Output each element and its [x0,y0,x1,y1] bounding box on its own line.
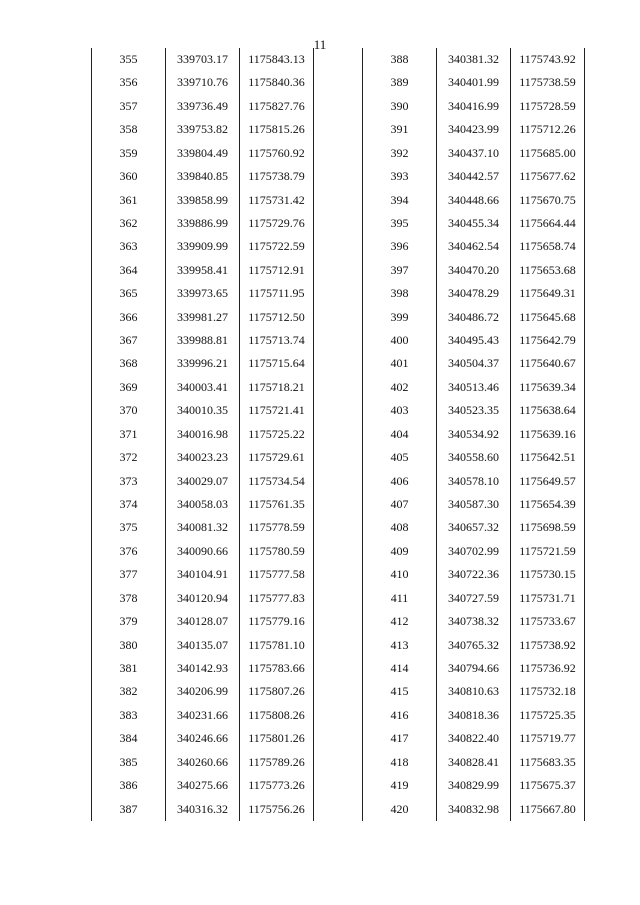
x-coordinate-cell: 340016.98 [166,423,240,446]
point-id-cell: 390 [363,95,437,118]
y-coordinate-cell: 1175649.57 [511,470,585,493]
table-row [92,329,314,352]
y-coordinate-cell: 1175779.16 [240,610,314,633]
y-coordinate-cell: 1175721.41 [240,399,314,422]
y-coordinate-cell: 1175731.42 [240,189,314,212]
point-id-cell: 409 [363,540,437,563]
x-coordinate-cell: 340727.59 [437,587,511,610]
table-row [92,587,314,610]
table-row [363,259,585,282]
table-row [363,165,585,188]
x-coordinate-cell: 340401.99 [437,71,511,94]
table-row [363,610,585,633]
point-id-cell: 356 [92,71,166,94]
table-row [92,259,314,282]
y-coordinate-cell: 1175777.83 [240,587,314,610]
y-coordinate-cell: 1175645.68 [511,306,585,329]
point-id-cell: 362 [92,212,166,235]
x-coordinate-cell: 340828.41 [437,751,511,774]
x-coordinate-cell: 340437.10 [437,142,511,165]
table-row [92,189,314,212]
table-row [363,282,585,305]
y-coordinate-cell: 1175738.59 [511,71,585,94]
table-row [363,540,585,563]
coordinate-table-right [362,48,585,821]
point-id-cell: 381 [92,657,166,680]
table-row [363,446,585,469]
point-id-cell: 415 [363,680,437,703]
y-coordinate-cell: 1175683.35 [511,751,585,774]
point-id-cell: 420 [363,798,437,822]
point-id-cell: 393 [363,165,437,188]
point-id-cell: 375 [92,516,166,539]
table-row [363,48,585,71]
point-id-cell: 370 [92,399,166,422]
table-row [92,423,314,446]
x-coordinate-cell: 340246.66 [166,727,240,750]
y-coordinate-cell: 1175638.64 [511,399,585,422]
table-row [92,751,314,774]
point-id-cell: 367 [92,329,166,352]
y-coordinate-cell: 1175781.10 [240,634,314,657]
point-id-cell: 386 [92,774,166,797]
y-coordinate-cell: 1175725.35 [511,704,585,727]
x-coordinate-cell: 340504.37 [437,352,511,375]
point-id-cell: 378 [92,587,166,610]
table-row [92,212,314,235]
y-coordinate-cell: 1175732.18 [511,680,585,703]
table-row [363,634,585,657]
point-id-cell: 417 [363,727,437,750]
y-coordinate-cell: 1175713.74 [240,329,314,352]
table-row [363,71,585,94]
point-id-cell: 388 [363,48,437,71]
table-row [92,657,314,680]
y-coordinate-cell: 1175698.59 [511,516,585,539]
table-row [92,610,314,633]
x-coordinate-cell: 340523.35 [437,399,511,422]
y-coordinate-cell: 1175649.31 [511,282,585,305]
point-id-cell: 364 [92,259,166,282]
coordinate-table-right-body [363,48,585,821]
table-row [363,798,585,822]
point-id-cell: 392 [363,142,437,165]
x-coordinate-cell: 340829.99 [437,774,511,797]
point-id-cell: 419 [363,774,437,797]
y-coordinate-cell: 1175664.44 [511,212,585,235]
table-row [363,563,585,586]
table-row [363,235,585,258]
x-coordinate-cell: 340081.32 [166,516,240,539]
x-coordinate-cell: 340722.36 [437,563,511,586]
point-id-cell: 411 [363,587,437,610]
x-coordinate-cell: 340275.66 [166,774,240,797]
x-coordinate-cell: 340120.94 [166,587,240,610]
y-coordinate-cell: 1175843.13 [240,48,314,71]
x-coordinate-cell: 340470.20 [437,259,511,282]
y-coordinate-cell: 1175654.39 [511,493,585,516]
y-coordinate-cell: 1175730.15 [511,563,585,586]
point-id-cell: 379 [92,610,166,633]
y-coordinate-cell: 1175738.92 [511,634,585,657]
y-coordinate-cell: 1175712.26 [511,118,585,141]
table-row [363,587,585,610]
table-row [363,516,585,539]
point-id-cell: 394 [363,189,437,212]
point-id-cell: 358 [92,118,166,141]
y-coordinate-cell: 1175807.26 [240,680,314,703]
table-row [92,493,314,516]
table-row [92,118,314,141]
point-id-cell: 406 [363,470,437,493]
y-coordinate-cell: 1175773.26 [240,774,314,797]
point-id-cell: 405 [363,446,437,469]
y-coordinate-cell: 1175639.34 [511,376,585,399]
table-row [92,48,314,71]
x-coordinate-cell: 339909.99 [166,235,240,258]
y-coordinate-cell: 1175642.51 [511,446,585,469]
table-row [92,376,314,399]
x-coordinate-cell: 340657.32 [437,516,511,539]
point-id-cell: 355 [92,48,166,71]
y-coordinate-cell: 1175728.59 [511,95,585,118]
table-row [363,774,585,797]
y-coordinate-cell: 1175639.16 [511,423,585,446]
y-coordinate-cell: 1175722.59 [240,235,314,258]
table-row [363,352,585,375]
point-id-cell: 387 [92,798,166,822]
y-coordinate-cell: 1175729.76 [240,212,314,235]
point-id-cell: 404 [363,423,437,446]
x-coordinate-cell: 340003.41 [166,376,240,399]
point-id-cell: 365 [92,282,166,305]
x-coordinate-cell: 340822.40 [437,727,511,750]
point-id-cell: 403 [363,399,437,422]
coordinate-table-left [91,48,314,821]
x-coordinate-cell: 339736.49 [166,95,240,118]
x-coordinate-cell: 340090.66 [166,540,240,563]
table-row [363,680,585,703]
point-id-cell: 401 [363,352,437,375]
x-coordinate-cell: 340023.23 [166,446,240,469]
table-row [363,329,585,352]
y-coordinate-cell: 1175712.50 [240,306,314,329]
y-coordinate-cell: 1175827.76 [240,95,314,118]
point-id-cell: 380 [92,634,166,657]
x-coordinate-cell: 340448.66 [437,189,511,212]
table-row [92,95,314,118]
y-coordinate-cell: 1175719.77 [511,727,585,750]
x-coordinate-cell: 339958.41 [166,259,240,282]
point-id-cell: 383 [92,704,166,727]
y-coordinate-cell: 1175642.79 [511,329,585,352]
point-id-cell: 396 [363,235,437,258]
x-coordinate-cell: 340495.43 [437,329,511,352]
point-id-cell: 412 [363,610,437,633]
table-row [92,704,314,727]
table-row [92,235,314,258]
point-id-cell: 400 [363,329,437,352]
y-coordinate-cell: 1175780.59 [240,540,314,563]
table-row [92,516,314,539]
y-coordinate-cell: 1175777.58 [240,563,314,586]
x-coordinate-cell: 340462.54 [437,235,511,258]
y-coordinate-cell: 1175736.92 [511,657,585,680]
x-coordinate-cell: 339996.21 [166,352,240,375]
y-coordinate-cell: 1175738.79 [240,165,314,188]
x-coordinate-cell: 339710.76 [166,71,240,94]
y-coordinate-cell: 1175658.74 [511,235,585,258]
table-row [363,189,585,212]
point-id-cell: 399 [363,306,437,329]
x-coordinate-cell: 340534.92 [437,423,511,446]
point-id-cell: 389 [363,71,437,94]
table-row [92,727,314,750]
point-id-cell: 402 [363,376,437,399]
point-id-cell: 357 [92,95,166,118]
point-id-cell: 372 [92,446,166,469]
table-row [92,399,314,422]
point-id-cell: 414 [363,657,437,680]
point-id-cell: 382 [92,680,166,703]
x-coordinate-cell: 340702.99 [437,540,511,563]
x-coordinate-cell: 340832.98 [437,798,511,822]
x-coordinate-cell: 339703.17 [166,48,240,71]
table-row [92,282,314,305]
y-coordinate-cell: 1175840.36 [240,71,314,94]
y-coordinate-cell: 1175760.92 [240,142,314,165]
table-row [363,212,585,235]
x-coordinate-cell: 339753.82 [166,118,240,141]
table-row [92,540,314,563]
x-coordinate-cell: 340135.07 [166,634,240,657]
table-row [363,727,585,750]
table-row [363,704,585,727]
x-coordinate-cell: 340029.07 [166,470,240,493]
x-coordinate-cell: 339973.65 [166,282,240,305]
y-coordinate-cell: 1175711.95 [240,282,314,305]
x-coordinate-cell: 339981.27 [166,306,240,329]
table-row [363,751,585,774]
table-row [92,142,314,165]
point-id-cell: 374 [92,493,166,516]
table-row [92,352,314,375]
point-id-cell: 373 [92,470,166,493]
y-coordinate-cell: 1175808.26 [240,704,314,727]
y-coordinate-cell: 1175801.26 [240,727,314,750]
x-coordinate-cell: 340104.91 [166,563,240,586]
page-number: 11 [313,37,327,52]
x-coordinate-cell: 340587.30 [437,493,511,516]
y-coordinate-cell: 1175815.26 [240,118,314,141]
y-coordinate-cell: 1175729.61 [240,446,314,469]
point-id-cell: 408 [363,516,437,539]
point-id-cell: 391 [363,118,437,141]
x-coordinate-cell: 340818.36 [437,704,511,727]
point-id-cell: 377 [92,563,166,586]
point-id-cell: 385 [92,751,166,774]
x-coordinate-cell: 339804.49 [166,142,240,165]
x-coordinate-cell: 340128.07 [166,610,240,633]
table-row [363,95,585,118]
y-coordinate-cell: 1175733.67 [511,610,585,633]
point-id-cell: 384 [92,727,166,750]
point-id-cell: 368 [92,352,166,375]
x-coordinate-cell: 339988.81 [166,329,240,352]
table-row [92,798,314,822]
table-row [92,680,314,703]
x-coordinate-cell: 340058.03 [166,493,240,516]
x-coordinate-cell: 340260.66 [166,751,240,774]
x-coordinate-cell: 340765.32 [437,634,511,657]
table-row [92,774,314,797]
table-row [363,470,585,493]
table-row [363,142,585,165]
y-coordinate-cell: 1175667.80 [511,798,585,822]
x-coordinate-cell: 340231.66 [166,704,240,727]
x-coordinate-cell: 340738.32 [437,610,511,633]
coordinate-table-left-body [92,48,314,821]
table-row [363,399,585,422]
y-coordinate-cell: 1175731.71 [511,587,585,610]
x-coordinate-cell: 340381.32 [437,48,511,71]
y-coordinate-cell: 1175725.22 [240,423,314,446]
x-coordinate-cell: 340578.10 [437,470,511,493]
y-coordinate-cell: 1175670.75 [511,189,585,212]
x-coordinate-cell: 340794.66 [437,657,511,680]
point-id-cell: 363 [92,235,166,258]
x-coordinate-cell: 340442.57 [437,165,511,188]
y-coordinate-cell: 1175721.59 [511,540,585,563]
table-row [92,470,314,493]
table-row [92,446,314,469]
y-coordinate-cell: 1175734.54 [240,470,314,493]
y-coordinate-cell: 1175677.62 [511,165,585,188]
y-coordinate-cell: 1175640.67 [511,352,585,375]
table-row [92,71,314,94]
table-row [92,165,314,188]
point-id-cell: 410 [363,563,437,586]
point-id-cell: 398 [363,282,437,305]
x-coordinate-cell: 339886.99 [166,212,240,235]
x-coordinate-cell: 339858.99 [166,189,240,212]
x-coordinate-cell: 340423.99 [437,118,511,141]
table-row [363,423,585,446]
x-coordinate-cell: 340455.34 [437,212,511,235]
table-row [92,563,314,586]
x-coordinate-cell: 340478.29 [437,282,511,305]
x-coordinate-cell: 340558.60 [437,446,511,469]
y-coordinate-cell: 1175718.21 [240,376,314,399]
point-id-cell: 413 [363,634,437,657]
table-row [363,657,585,680]
y-coordinate-cell: 1175653.68 [511,259,585,282]
point-id-cell: 376 [92,540,166,563]
x-coordinate-cell: 340513.46 [437,376,511,399]
point-id-cell: 369 [92,376,166,399]
table-row [92,634,314,657]
y-coordinate-cell: 1175783.66 [240,657,314,680]
x-coordinate-cell: 340010.35 [166,399,240,422]
point-id-cell: 360 [92,165,166,188]
x-coordinate-cell: 340316.32 [166,798,240,822]
point-id-cell: 371 [92,423,166,446]
point-id-cell: 359 [92,142,166,165]
x-coordinate-cell: 340206.99 [166,680,240,703]
table-row [363,493,585,516]
point-id-cell: 418 [363,751,437,774]
y-coordinate-cell: 1175685.00 [511,142,585,165]
x-coordinate-cell: 340142.93 [166,657,240,680]
table-row [92,306,314,329]
x-coordinate-cell: 340486.72 [437,306,511,329]
y-coordinate-cell: 1175756.26 [240,798,314,822]
point-id-cell: 361 [92,189,166,212]
y-coordinate-cell: 1175761.35 [240,493,314,516]
x-coordinate-cell: 340810.63 [437,680,511,703]
point-id-cell: 416 [363,704,437,727]
y-coordinate-cell: 1175715.64 [240,352,314,375]
y-coordinate-cell: 1175712.91 [240,259,314,282]
point-id-cell: 397 [363,259,437,282]
y-coordinate-cell: 1175789.26 [240,751,314,774]
x-coordinate-cell: 339840.85 [166,165,240,188]
y-coordinate-cell: 1175778.59 [240,516,314,539]
point-id-cell: 366 [92,306,166,329]
point-id-cell: 407 [363,493,437,516]
x-coordinate-cell: 340416.99 [437,95,511,118]
table-row [363,118,585,141]
point-id-cell: 395 [363,212,437,235]
y-coordinate-cell: 1175743.92 [511,48,585,71]
table-row [363,376,585,399]
table-row [363,306,585,329]
y-coordinate-cell: 1175675.37 [511,774,585,797]
